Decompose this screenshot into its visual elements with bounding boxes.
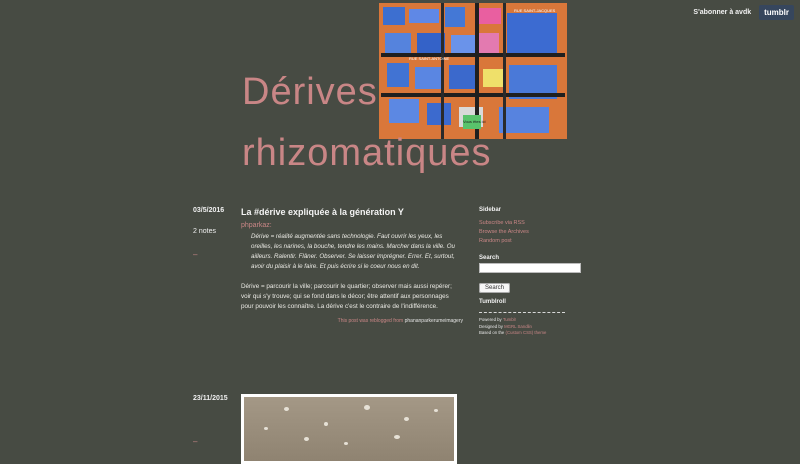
credit-designed-link[interactable]: MGRL Sandlin (504, 323, 532, 329)
reblog-source-link[interactable]: phananparkerumeimagery (404, 318, 463, 325)
post-permalink-dash[interactable]: – (193, 250, 198, 259)
post (241, 207, 463, 324)
sidebar (479, 207, 589, 337)
sidebar-link-random[interactable]: Random post (479, 238, 512, 244)
site-title-line1: Dérives (242, 71, 378, 113)
credit-based: Based on the (479, 330, 505, 335)
post-meta (193, 395, 228, 402)
credit-powered: Powered by (479, 317, 502, 322)
sidebar-link-archives[interactable]: Browse the Archives (479, 229, 529, 235)
post-photo[interactable] (241, 394, 457, 464)
photo-image (244, 397, 454, 461)
site-title[interactable] (242, 62, 492, 184)
tumblr-logo[interactable]: tumblr (759, 5, 794, 20)
site-title-line2: rhizomatiques (242, 132, 492, 174)
search-button[interactable]: Search (479, 283, 510, 293)
search-input[interactable] (479, 263, 581, 273)
sidebar-title: Sidebar (479, 207, 502, 213)
credit-based-link[interactable]: (Custom CSS) theme (505, 330, 547, 335)
post-notes-count[interactable]: 2 notes (193, 228, 216, 235)
post-body: Dérive = parcourir la ville; parcourir le quartier; observer mais aussi repérer; voir qui s'y trouve; qui se fond dans le décor; être attentif aux personnages pour pouvoir les connaître. La dérive c'est le contraire de l'indifférence. (241, 283, 452, 310)
post-permalink-dash[interactable]: – (193, 437, 198, 446)
reblog-info (241, 318, 463, 324)
post-date[interactable]: 23/11/2015 (193, 395, 228, 402)
post-author-link[interactable]: phparkaz: (241, 222, 272, 229)
sidebar-divider (479, 312, 565, 313)
sidebar-link-rss[interactable]: Subscribe via RSS (479, 220, 525, 226)
post-quote: Dérive = réalité augmentée sans technologie. Faut ouvrir les yeux, les oreilles, les narines, la bouche, tendre les mains. Marcher dans la ville. Ou ailleurs. Ralentir. Flâner. Observer. Se laisser imprégner. Errer. Et, surtout, avoir du plaisir à le faire. Et puis écrire si le coeur nous en dit. (251, 233, 455, 270)
credits (479, 317, 589, 337)
reblog-prefix: This post was reblogged from (337, 318, 404, 325)
topbar (691, 5, 794, 20)
map-label-here: Vous êtes ici (463, 119, 486, 124)
credit-designed: Designed by (479, 323, 503, 329)
subscribe-button[interactable]: S'abonner à avdk (693, 9, 752, 16)
map-label-street2: RUE SAINT-ANTOINE (409, 56, 450, 61)
map-label-street1: RUE SAINT-JACQUES (514, 8, 556, 13)
search-title: Search (479, 255, 500, 261)
tumblroll-title: Tumblroll (479, 299, 506, 305)
credit-powered-link[interactable]: Tumblr (502, 317, 517, 322)
post-title[interactable]: La #dérive expliquée à la génération Y (241, 207, 404, 217)
post-date[interactable]: 03/5/2016 (193, 207, 225, 214)
post-meta (193, 207, 224, 235)
